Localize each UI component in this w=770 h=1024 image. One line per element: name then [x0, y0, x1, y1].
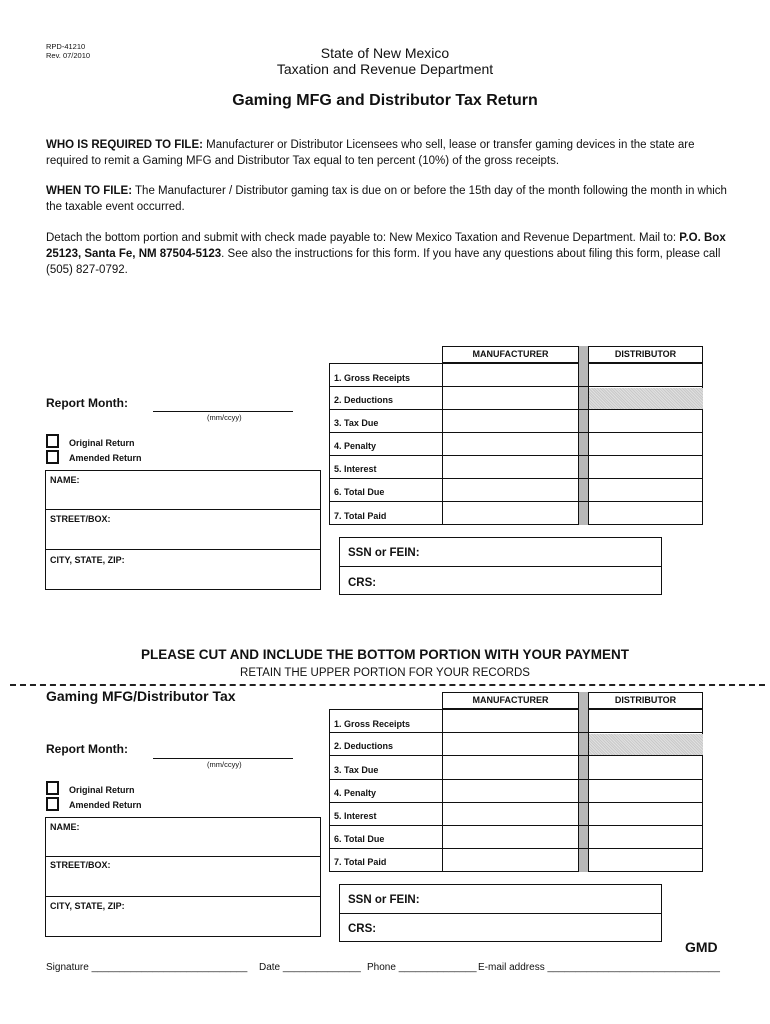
ssn-input[interactable] [440, 540, 658, 564]
voucher-row-total-due: 6. Total Due [334, 834, 385, 844]
who-text: Manufacturer or Distributor Licensees who sell, lease or transfer gaming devices in the state are required to remit a Gaming MFG and Distributor Tax equal to ten percent (10%) of the gross receipts. [46, 139, 695, 167]
street-label: STREET/BOX: [50, 514, 111, 524]
voucher-row-gross-receipts: 1. Gross Receipts [334, 719, 411, 729]
original-return-checkbox[interactable] [46, 434, 59, 448]
date-format-hint: (mm/ccyy) [207, 413, 242, 422]
voucher-distributor-tax-due-input[interactable] [590, 756, 702, 778]
voucher-original-return-checkbox[interactable] [46, 781, 59, 795]
voucher-manufacturer-total-paid-input[interactable] [443, 849, 577, 871]
crs-label: CRS: [348, 577, 377, 589]
voucher-row-interest: 5. Interest [334, 811, 377, 821]
voucher-row-deductions: 2. Deductions [334, 741, 394, 751]
voucher-title: Gaming MFG/Distributor Tax [46, 688, 236, 704]
voucher-manufacturer-gross-receipts-input[interactable] [443, 710, 577, 732]
row-tax-due: 3. Tax Due [334, 418, 379, 428]
voucher-row-tax-due: 3. Tax Due [334, 765, 379, 775]
voucher-distributor-header [588, 692, 703, 709]
voucher-manufacturer-header [442, 692, 579, 709]
name-input[interactable] [90, 473, 318, 507]
distributor-total-due-input[interactable] [590, 479, 702, 501]
voucher-street-input[interactable] [120, 859, 318, 894]
cut-line [10, 684, 765, 686]
manufacturer-deductions-input[interactable] [443, 387, 577, 409]
distributor-penalty-input[interactable] [590, 433, 702, 455]
voucher-crs-input[interactable] [390, 916, 658, 940]
voucher-distributor-penalty-input[interactable] [590, 780, 702, 802]
voucher-ssn-label: SSN or FEIN: [348, 894, 420, 906]
voucher-row-total-paid: 7. Total Paid [334, 857, 387, 867]
manufacturer-penalty-input[interactable] [443, 433, 577, 455]
voucher-amended-return-checkbox[interactable] [46, 797, 59, 811]
street-input[interactable] [120, 512, 318, 547]
voucher-ssn-input[interactable] [440, 887, 658, 911]
mailing-address: P.O. Box 25123, Santa Fe, NM 87504-5123 [46, 232, 726, 260]
manufacturer-interest-input[interactable] [443, 456, 577, 478]
amended-return-checkbox[interactable] [46, 450, 59, 464]
voucher-name-label: NAME: [50, 822, 80, 832]
who-paragraph [46, 137, 736, 169]
city-label: CITY, STATE, ZIP: [50, 555, 125, 565]
voucher-row-penalty: 4. Penalty [334, 788, 377, 798]
state-name: State of New Mexico [320, 45, 450, 61]
row-total-paid: 7. Total Paid [334, 511, 387, 521]
voucher-city-label: CITY, STATE, ZIP: [50, 901, 125, 911]
distributor-interest-input[interactable] [590, 456, 702, 478]
detach-text: Detach the bottom portion and submit with check made payable to: New Mexico Taxation and Revenue Department. Mail to: [46, 232, 680, 244]
manufacturer-header-label: MANUFACTURER [472, 349, 549, 359]
cut-heading: PLEASE CUT AND INCLUDE THE BOTTOM PORTION WITH YOUR PAYMENT [140, 647, 630, 662]
department-name: Taxation and Revenue Department [276, 61, 494, 77]
city-input[interactable] [140, 552, 318, 587]
manufacturer-header [442, 346, 579, 363]
when-paragraph [46, 183, 736, 215]
voucher-distributor-deductions-shaded [589, 734, 703, 755]
form-code: GMD [685, 939, 718, 955]
voucher-report-month-label: Report Month: [46, 742, 128, 756]
voucher-manufacturer-total-due-input[interactable] [443, 826, 577, 848]
email-field[interactable]: E-mail address _______________________________ [478, 962, 720, 973]
detach-paragraph [46, 230, 736, 278]
voucher-city-input[interactable] [140, 899, 318, 934]
voucher-distributor-total-paid-input[interactable] [590, 849, 702, 871]
ssn-label: SSN or FEIN: [348, 547, 420, 559]
voucher-distributor-total-due-input[interactable] [590, 826, 702, 848]
distributor-total-paid-input[interactable] [590, 502, 702, 524]
voucher-distributor-gross-receipts-input[interactable] [590, 710, 702, 732]
distributor-header-label: DISTRIBUTOR [614, 349, 677, 359]
voucher-distributor-header-label: DISTRIBUTOR [614, 695, 677, 705]
detach-text-2: . See also the instructions for this form. If you have any questions about filing this form, please call (505) 827-0792. [46, 248, 721, 276]
voucher-manufacturer-deductions-input[interactable] [443, 733, 577, 755]
voucher-street-label: STREET/BOX: [50, 860, 111, 870]
voucher-separator-column [578, 692, 589, 872]
manufacturer-tax-due-input[interactable] [443, 410, 577, 432]
manufacturer-total-due-input[interactable] [443, 479, 577, 501]
crs-input[interactable] [390, 569, 658, 593]
phone-field[interactable]: Phone ______________ [367, 962, 477, 973]
voucher-manufacturer-tax-due-input[interactable] [443, 756, 577, 778]
retain-text: RETAIN THE UPPER PORTION FOR YOUR RECORDS [240, 667, 530, 679]
date-field[interactable]: Date ______________ [259, 962, 361, 973]
form-revision: Rev. 07/2010 [46, 51, 91, 60]
voucher-amended-return-label: Amended Return [69, 800, 142, 810]
amended-return-label: Amended Return [69, 453, 142, 463]
voucher-original-return-label: Original Return [69, 785, 135, 795]
who-label: WHO IS REQUIRED TO FILE: [46, 139, 203, 151]
form-number: RPD-41210 [46, 42, 86, 51]
row-deductions: 2. Deductions [334, 395, 394, 405]
distributor-deductions-shaded [589, 388, 703, 409]
voucher-name-input[interactable] [90, 820, 318, 854]
manufacturer-total-paid-input[interactable] [443, 502, 577, 524]
manufacturer-gross-receipts-input[interactable] [443, 364, 577, 386]
signature-field[interactable]: Signature ____________________________ [46, 962, 248, 973]
report-month-input[interactable] [153, 411, 293, 412]
voucher-distributor-interest-input[interactable] [590, 803, 702, 825]
distributor-header [588, 346, 703, 363]
row-penalty: 4. Penalty [334, 441, 377, 451]
voucher-crs-label: CRS: [348, 923, 377, 935]
page-title: Gaming MFG and Distributor Tax Return [232, 92, 538, 109]
separator-column [578, 346, 589, 525]
original-return-label: Original Return [69, 438, 135, 448]
distributor-gross-receipts-input[interactable] [590, 364, 702, 386]
voucher-manufacturer-interest-input[interactable] [443, 803, 577, 825]
row-gross-receipts: 1. Gross Receipts [334, 373, 411, 383]
voucher-report-month-input[interactable] [153, 758, 293, 759]
when-text: The Manufacturer / Distributor gaming tax is due on or before the 15th day of the month following the month in which the taxable event occurred. [46, 185, 727, 213]
voucher-date-format-hint: (mm/ccyy) [207, 760, 242, 769]
distributor-tax-due-input[interactable] [590, 410, 702, 432]
name-label: NAME: [50, 475, 80, 485]
report-month-label: Report Month: [46, 396, 128, 410]
when-label: WHEN TO FILE: [46, 185, 133, 197]
voucher-manufacturer-penalty-input[interactable] [443, 780, 577, 802]
row-interest: 5. Interest [334, 464, 377, 474]
row-total-due: 6. Total Due [334, 487, 385, 497]
voucher-manufacturer-header-label: MANUFACTURER [472, 695, 549, 705]
